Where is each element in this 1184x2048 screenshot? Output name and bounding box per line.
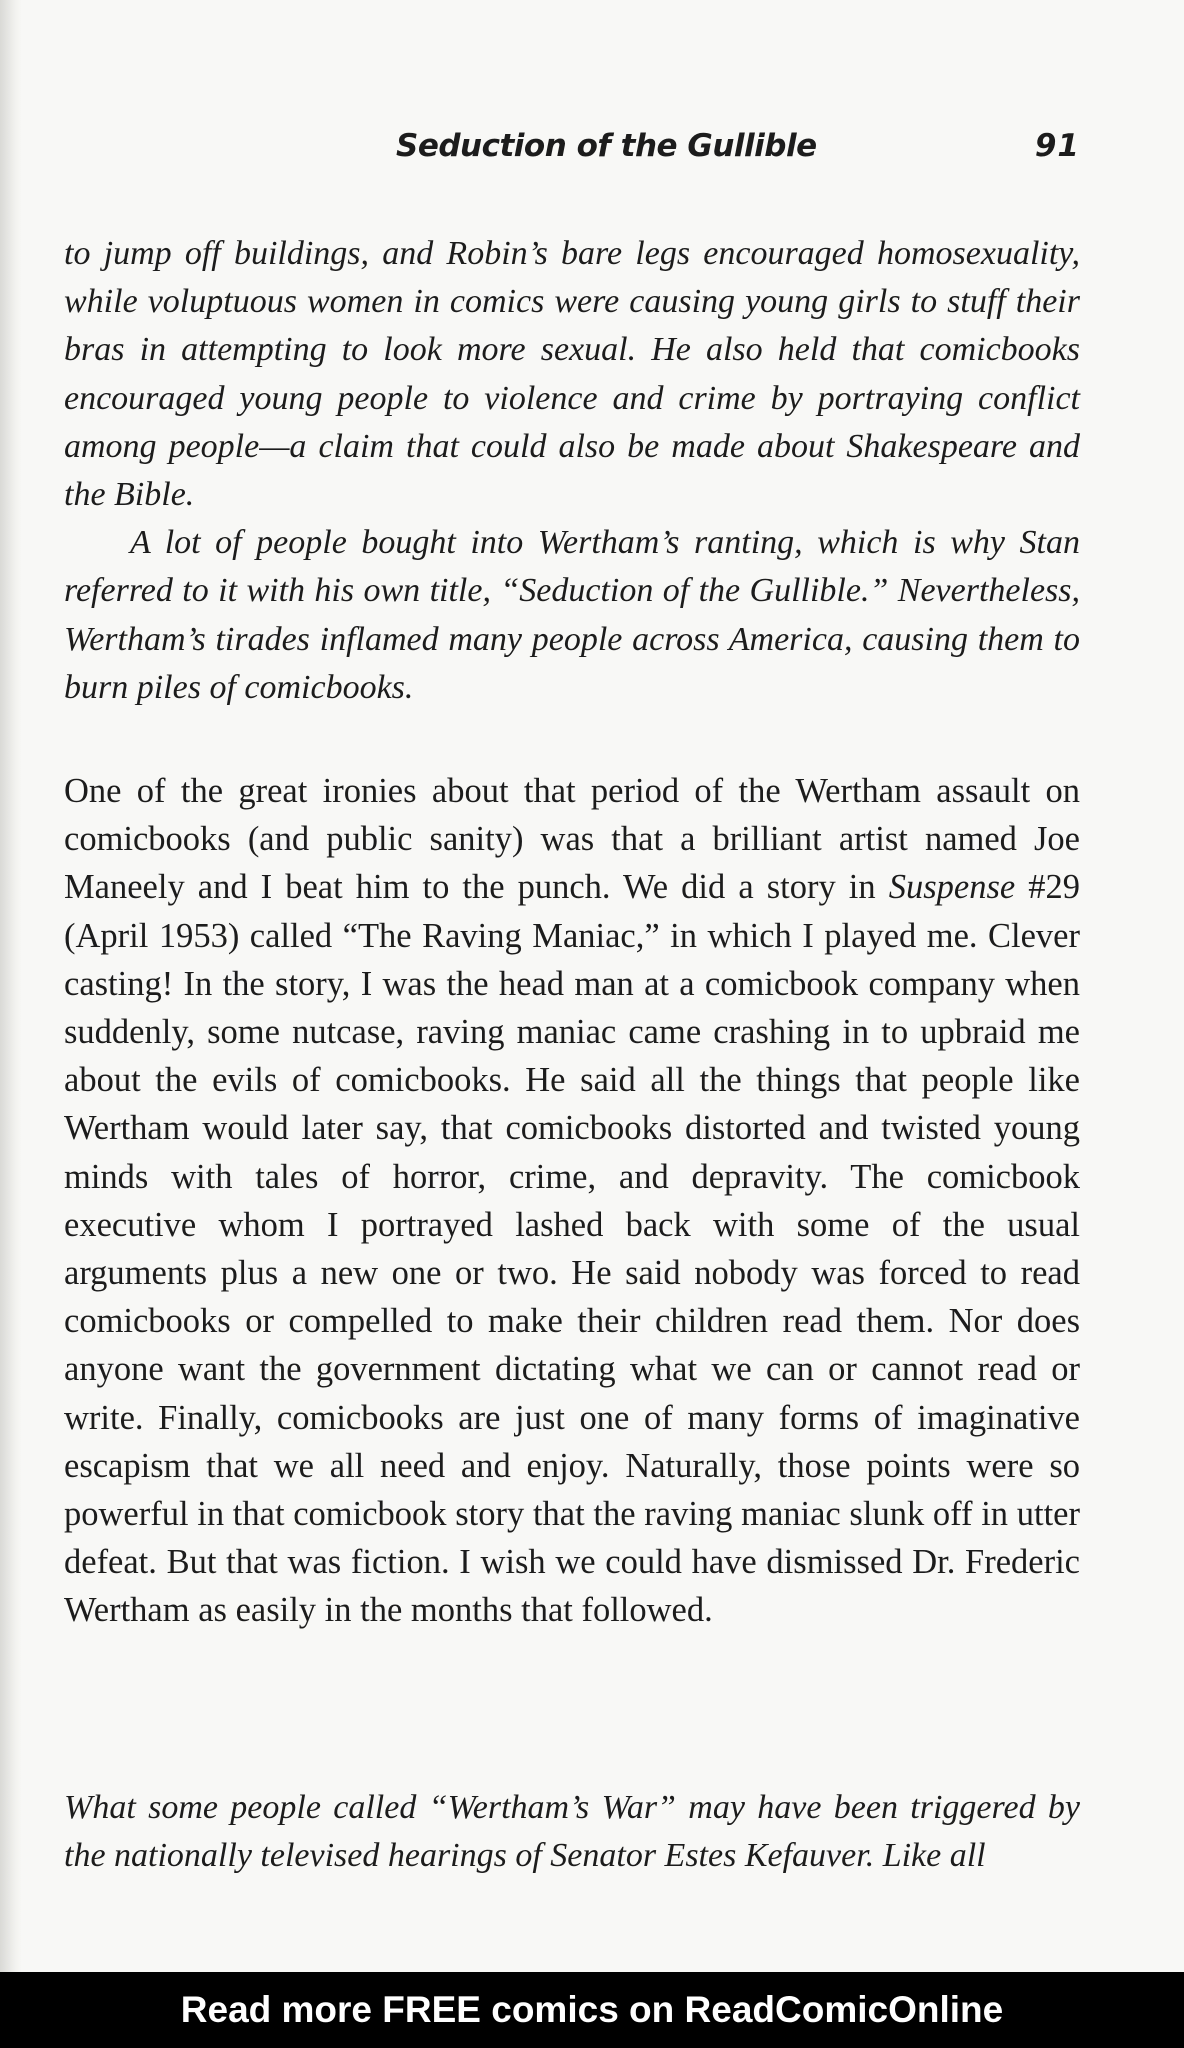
promo-banner[interactable] [0,1972,1184,2048]
roman-passage [64,767,1080,1635]
paragraph-roman [64,767,1080,1635]
paragraph-italic-1: to jump off buildings, and Robin’s bare legs encouraged homosexuality, while voluptuous women in comics were causing young girls to stuff their bras in attempting to look more sexual. He also held that comicbooks encouraged young people to violence and crime by portraying conflict among people—a claim that could also be made about Shakespeare and the Bible. [64,235,1080,514]
italic-passage-top [64,230,1080,712]
promo-banner-text: Read more FREE comics on ReadComicOnline [180,1989,1004,2030]
running-head [64,118,1080,174]
paragraph-roman-text-before: One of the great ironies about that period of the Wertham assault on comicbooks (and public sanity) was that a brilliant artist named Joe Maneely and I beat him to the punch. We did a story in [64,772,1080,907]
italic-passage-bottom [64,1784,1080,1880]
page-gutter-shadow [0,0,22,1972]
running-title: Seduction of the Gullible [396,128,817,164]
page-number: 91 [1034,128,1080,164]
comic-title-suspense: Suspense [888,868,1016,907]
paragraph-italic-3: What some people called “Wertham’s War” may have been triggered by the nationally televised hearings of Senator Estes Kefauver. Like all [64,1789,1080,1875]
paragraph-italic-2: A lot of people bought into Wertham’s ranting, which is why Stan referred to it with his own title, “Seduction of the Gullible.” Nevertheless, Wertham’s tirades inflamed many people across America, causing them to burn piles of comicbooks. [64,524,1080,706]
paragraph-roman-text-after: #29 (April 1953) called “The Raving Maniac,” in which I played me. Clever casting! In the story, I was the head man at a comicbook company when suddenly, some nutcase, raving maniac came crashing in to upbraid me about the evils of comicbooks. He said all the things that people like Wertham would later say, that comicbooks distorted and twisted young minds with tales of horror, crime, and depravity. The comicbook executive whom I portrayed lashed back with some of the usual arguments plus a new one or two. He said nobody was forced to read comicbooks or compelled to make their children read them. Nor does anyone want the government dictating what we can or cannot read or write. Finally, comicbooks are just one of many forms of imaginative escapism that we all need and enjoy. Naturally, those points were so powerful in that comicbook story that the raving maniac slunk off in utter defeat. But that was fiction. I wish we could have dismissed Dr. Frederic Wertham as easily in the months that followed. [64,868,1081,1630]
